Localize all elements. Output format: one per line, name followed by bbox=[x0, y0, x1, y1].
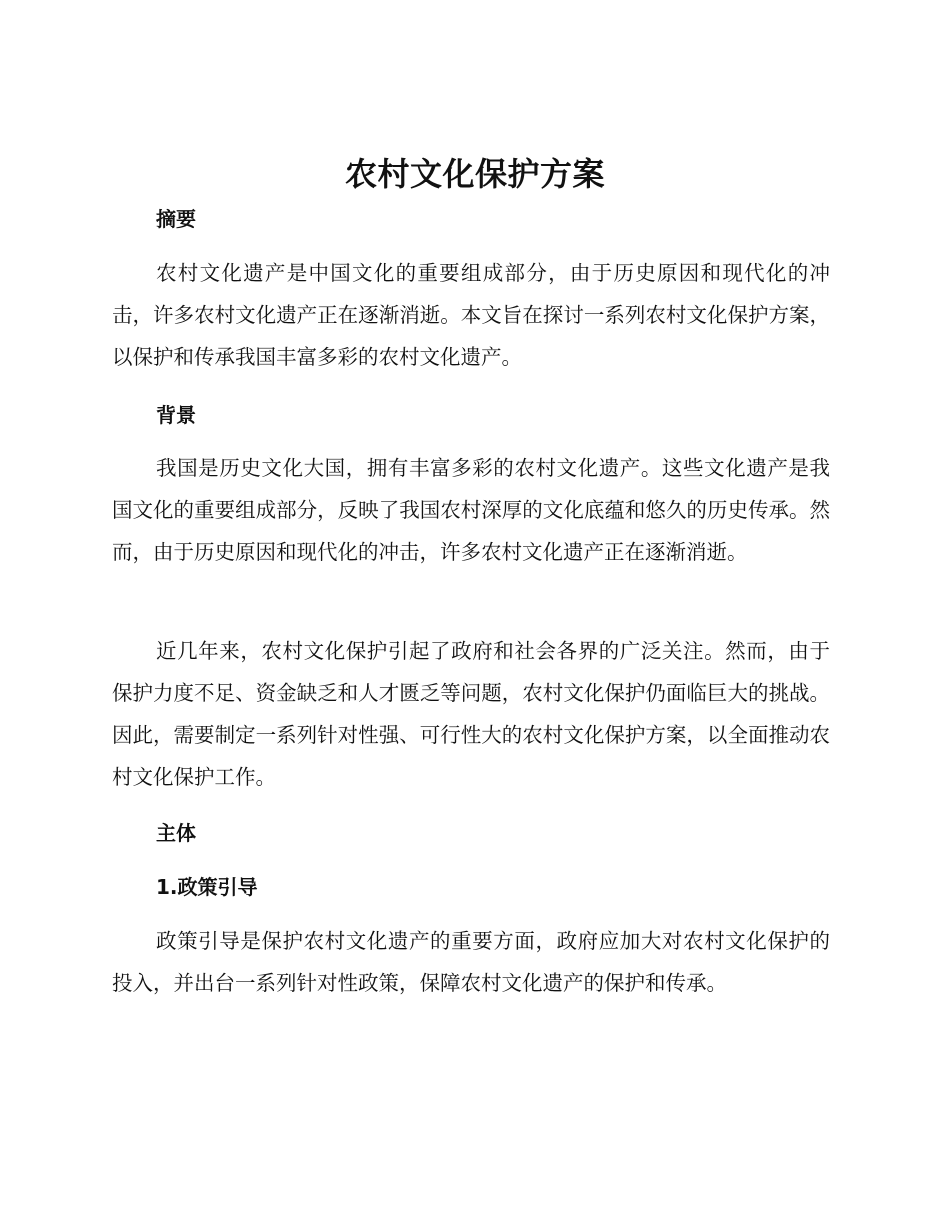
policy-guidance-heading: 1.政策引导 bbox=[156, 875, 258, 899]
main-heading: 主体 bbox=[156, 821, 196, 845]
document-title: 农村文化保护方案 bbox=[344, 155, 605, 193]
abstract-paragraph: 农村文化遗产是中国文化的重要组成部分，由于历史原因和现代化的冲击，许多农村文化遗产正在逐渐消逝。本文旨在探讨一系列农村文化保护方案，以保护和传承我国丰富多彩的农村文化遗产。 bbox=[112, 261, 830, 369]
background-heading: 背景 bbox=[156, 403, 196, 427]
background-paragraph-1: 我国是历史文化大国，拥有丰富多彩的农村文化遗产。这些文化遗产是我国文化的重要组成部分，反映了我国农村深厚的文化底蕴和悠久的历史传承。然而，由于历史原因和现代化的冲击，许多农村文化遗产正在逐渐消逝。 bbox=[112, 456, 830, 564]
policy-guidance-paragraph: 政策引导是保护农村文化遗产的重要方面，政府应加大对农村文化保护的投入，并出台一系列针对性政策，保障农村文化遗产的保护和传承。 bbox=[112, 929, 830, 995]
abstract-heading: 摘要 bbox=[156, 207, 196, 231]
background-paragraph-2: 近几年来，农村文化保护引起了政府和社会各界的广泛关注。然而，由于保护力度不足、资金缺乏和人才匮乏等问题，农村文化保护仍面临巨大的挑战。因此，需要制定一系列针对性强、可行性大的农村文化保护方案，以全面推动农村文化保护工作。 bbox=[112, 639, 830, 789]
